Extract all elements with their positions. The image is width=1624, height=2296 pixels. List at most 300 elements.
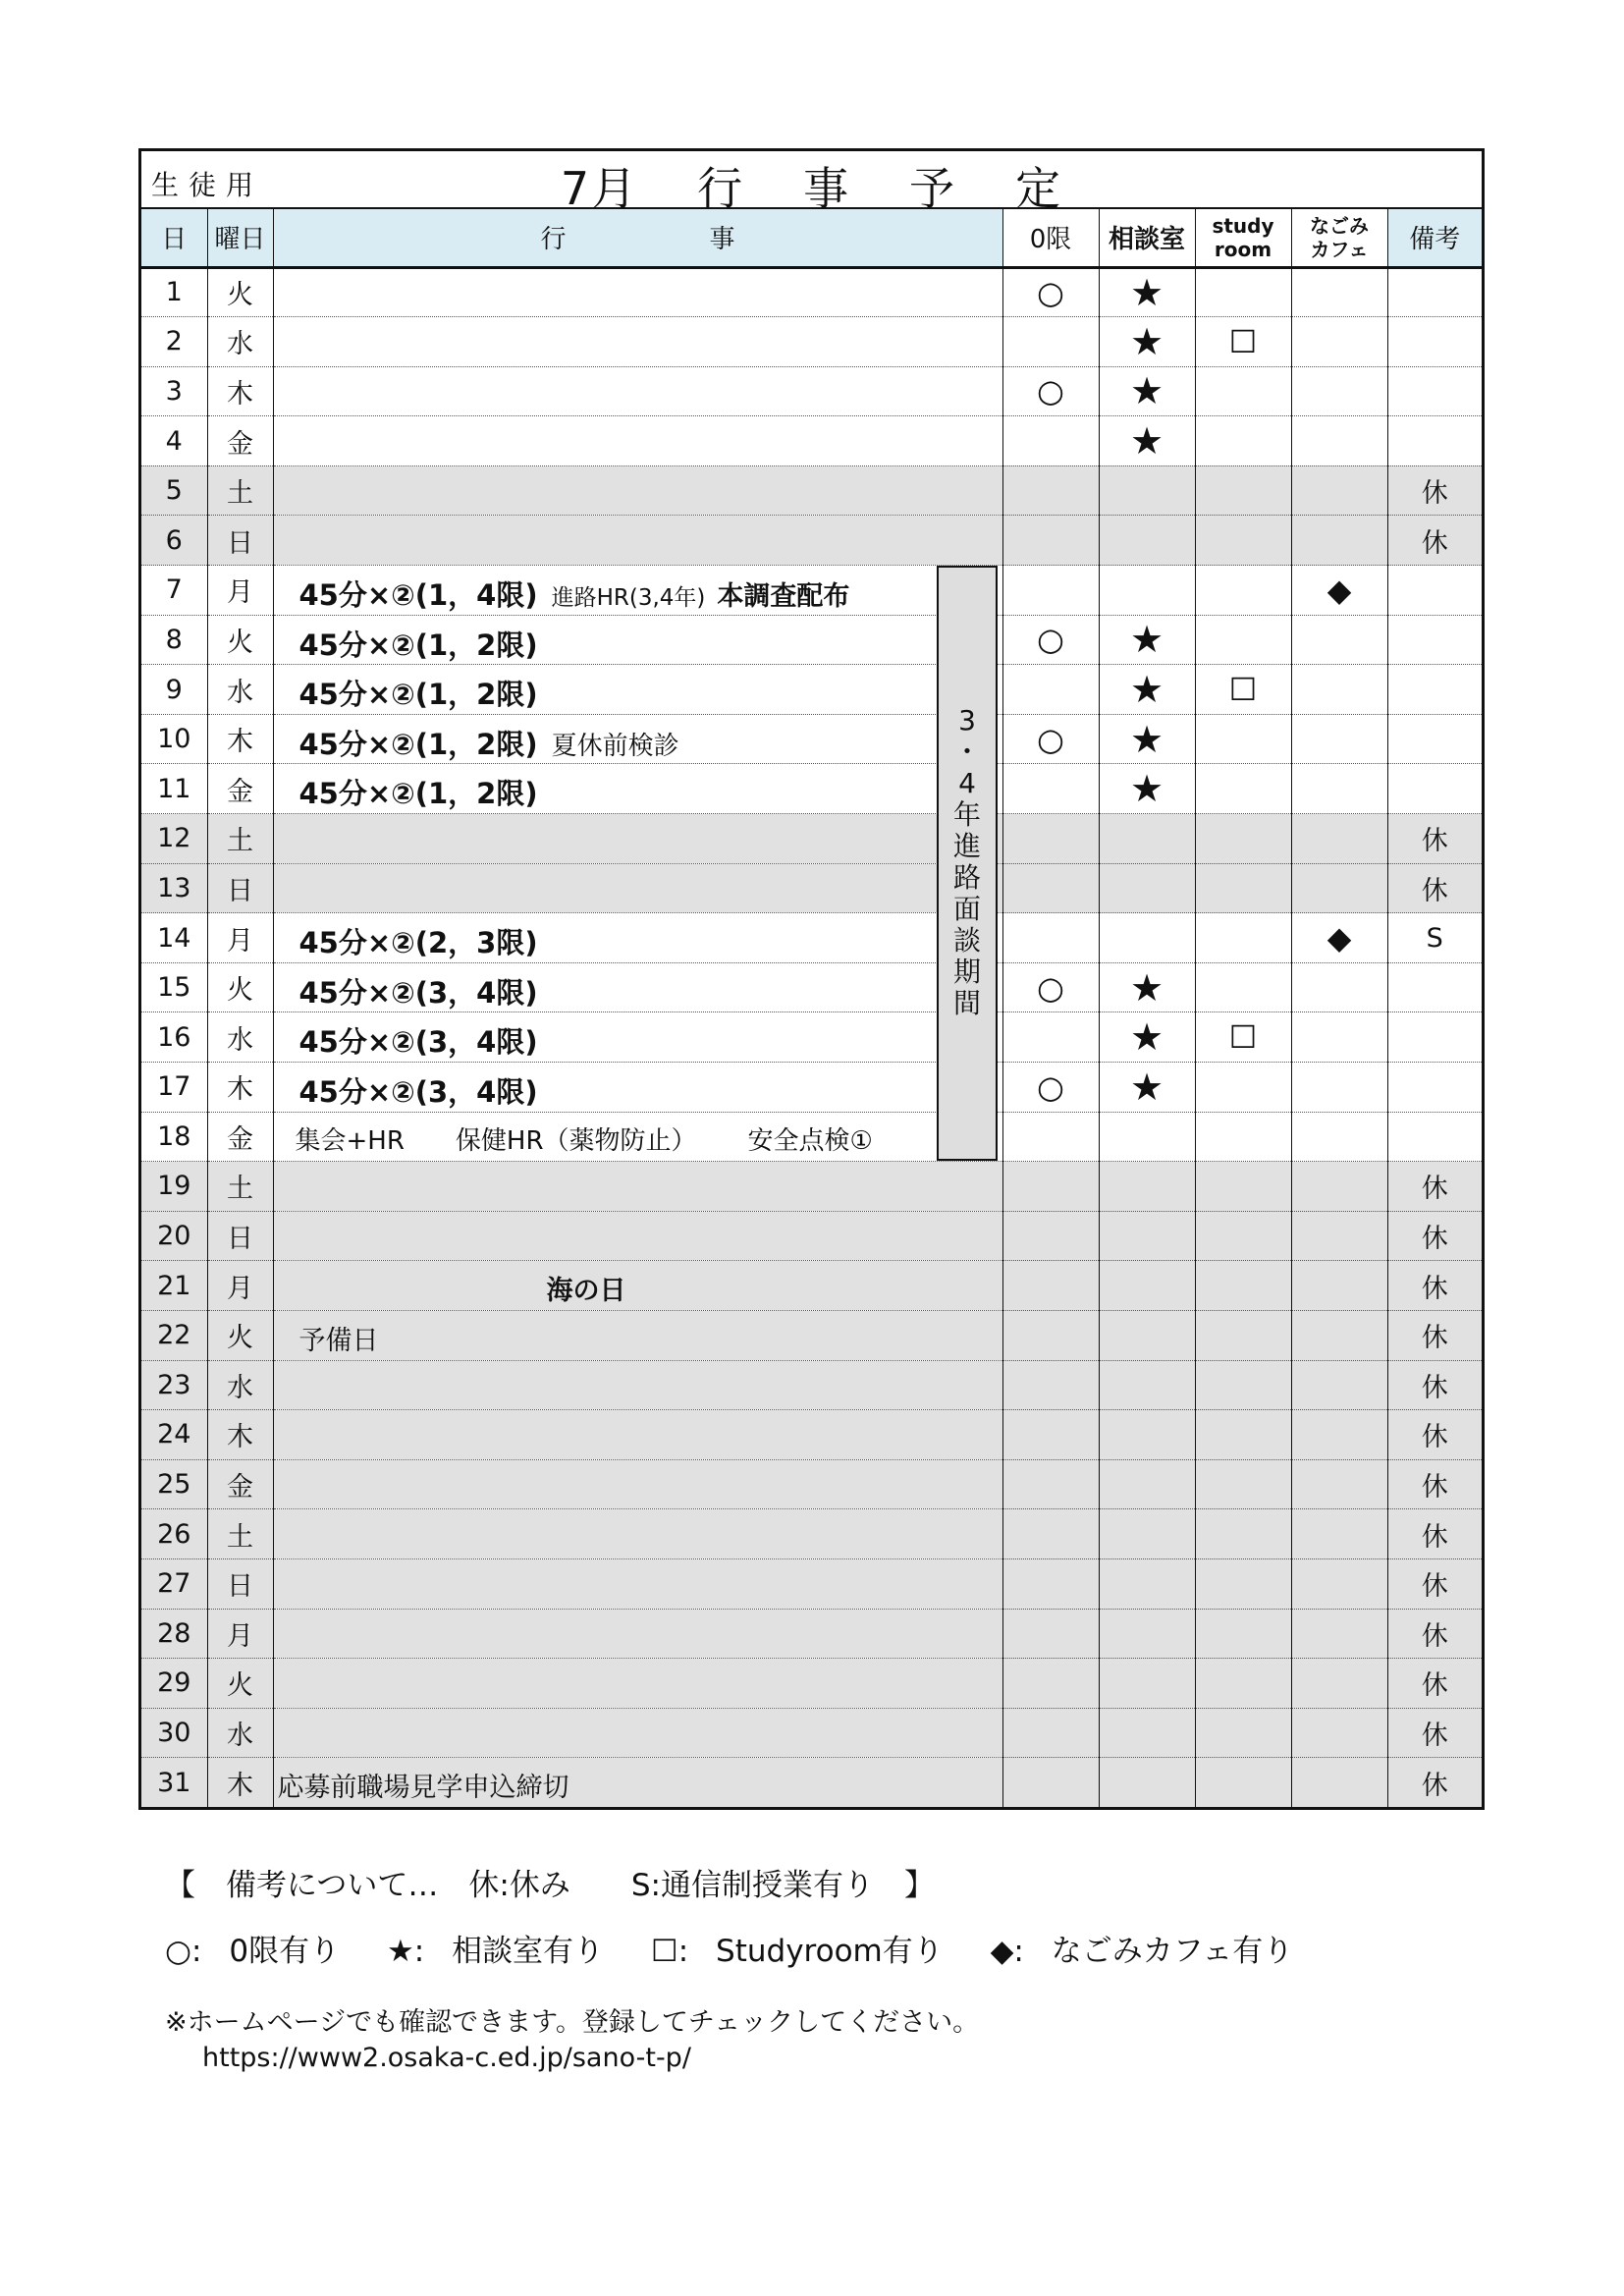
remarks-cell [1387, 317, 1482, 367]
remarks-cell [1387, 267, 1482, 317]
zero-period-cell [1002, 1558, 1099, 1609]
events-cell [273, 1459, 1002, 1509]
events-content [278, 1766, 569, 1804]
events-content [299, 723, 679, 763]
events-cell [273, 1112, 1002, 1162]
events-cell [273, 267, 1002, 317]
counseling-cell [1099, 1659, 1195, 1709]
table-row [141, 1211, 1482, 1261]
counseling-mark: ★ [1129, 1065, 1164, 1109]
events-cell [273, 465, 1002, 516]
events-cell [273, 1063, 1002, 1113]
counseling-mark: ★ [1129, 270, 1164, 314]
events-cell [273, 1410, 1002, 1460]
day-cell: 6 [141, 516, 207, 566]
zero-period-cell [1002, 1509, 1099, 1559]
period-box-char: 談 [952, 924, 981, 957]
zero-period-cell [1002, 1012, 1099, 1063]
col-events-left: 行 [540, 225, 567, 255]
counseling-cell [1099, 1558, 1195, 1609]
table-row [141, 1360, 1482, 1410]
table-row [141, 1558, 1482, 1609]
events-cell [273, 366, 1002, 416]
table-row [141, 962, 1482, 1012]
events-content [299, 673, 538, 713]
events-cell [273, 1509, 1002, 1559]
counseling-cell [1099, 665, 1195, 715]
zero-period-mark: ○ [1037, 273, 1064, 311]
event-holiday: 海の日 [546, 1276, 626, 1307]
remarks-cell [1387, 615, 1482, 665]
remarks-cell [1387, 714, 1482, 764]
col-counseling: 相談室 [1099, 208, 1195, 267]
zero-period-cell [1002, 1261, 1099, 1311]
zero-period-cell [1002, 1758, 1099, 1808]
event-item: 応募前職場見学申込締切 [277, 1773, 569, 1804]
counseling-mark: ★ [1129, 767, 1164, 811]
study-room-cell [1195, 1112, 1291, 1162]
counseling-cell [1099, 764, 1195, 814]
col-remarks: 備考 [1387, 208, 1482, 267]
col-nagomi-line2: カフェ [1310, 237, 1369, 261]
zero-period-cell [1002, 665, 1099, 715]
weekday-cell: 月 [207, 566, 273, 616]
day-cell: 9 [141, 665, 207, 715]
weekday-cell: 木 [207, 366, 273, 416]
nagomi-cell [1291, 366, 1387, 416]
counseling-cell [1099, 1459, 1195, 1509]
remarks-cell [1387, 665, 1482, 715]
events-content [296, 1121, 873, 1157]
zero-period-cell [1002, 814, 1099, 864]
nagomi-mark: ◆ [1326, 571, 1352, 609]
day-cell: 23 [141, 1360, 207, 1410]
day-cell: 30 [141, 1708, 207, 1758]
study-room-cell [1195, 1509, 1291, 1559]
weekday-cell: 月 [207, 1261, 273, 1311]
audience-label: 生徒用 [151, 169, 264, 201]
nagomi-cell [1291, 317, 1387, 367]
event-main: 45分×②(3，4限) [298, 975, 538, 1010]
day-cell: 18 [141, 1112, 207, 1162]
period-box-char: 面 [952, 893, 981, 925]
nagomi-cell [1291, 1112, 1387, 1162]
study-room-cell [1195, 962, 1291, 1012]
zero-period-mark: ○ [1037, 720, 1064, 758]
legend-study-label: Studyroom有り [716, 1934, 944, 1969]
zero-period-cell [1002, 465, 1099, 516]
nagomi-cell [1291, 1459, 1387, 1509]
counseling-cell [1099, 465, 1195, 516]
nagomi-cell [1291, 1012, 1387, 1063]
table-row [141, 1609, 1482, 1659]
period-box [937, 566, 998, 1161]
weekday-cell: 火 [207, 615, 273, 665]
col-nagomi-line1: なごみ [1310, 213, 1369, 238]
nagomi-cell [1291, 863, 1387, 913]
nagomi-mark: ◆ [1326, 919, 1352, 957]
study-room-cell [1195, 1360, 1291, 1410]
zero-period-cell [1002, 1112, 1099, 1162]
remarks-cell: 休 [1387, 516, 1482, 566]
counseling-mark: ★ [1129, 965, 1164, 1010]
table-row [141, 1012, 1482, 1063]
counseling-cell [1099, 814, 1195, 864]
study-room-cell [1195, 416, 1291, 466]
legend-nagomi-symbol: ◆: [990, 1934, 1024, 1969]
legend-symbols-line [165, 1926, 1293, 1970]
events-cell [273, 863, 1002, 913]
weekday-cell: 木 [207, 1758, 273, 1808]
weekday-cell: 水 [207, 1360, 273, 1410]
remarks-cell: 休 [1387, 1758, 1482, 1808]
table-row [141, 913, 1482, 963]
events-content [299, 772, 538, 812]
remarks-cell [1387, 366, 1482, 416]
day-cell: 22 [141, 1310, 207, 1360]
counseling-cell [1099, 1211, 1195, 1261]
col-weekday: 曜日 [207, 208, 273, 267]
period-box-char: 間 [952, 987, 981, 1019]
day-cell: 17 [141, 1063, 207, 1113]
counseling-mark: ★ [1129, 369, 1164, 413]
col-day: 日 [141, 208, 207, 267]
counseling-cell [1099, 416, 1195, 466]
table-row [141, 1410, 1482, 1460]
event-main: 45分×②(3，4限) [298, 1025, 538, 1060]
nagomi-cell [1291, 465, 1387, 516]
schedule-sheet [138, 148, 1485, 1810]
table-row [141, 1659, 1482, 1709]
weekday-cell: 火 [207, 1310, 273, 1360]
zero-period-mark: ○ [1037, 621, 1064, 659]
zero-period-cell [1002, 1459, 1099, 1509]
day-cell: 4 [141, 416, 207, 466]
counseling-cell [1099, 1708, 1195, 1758]
day-cell: 14 [141, 913, 207, 963]
table-row [141, 665, 1482, 715]
legend-study-symbol: ☐: [650, 1934, 689, 1969]
table-row [141, 416, 1482, 466]
day-cell: 27 [141, 1558, 207, 1609]
nagomi-cell [1291, 1758, 1387, 1808]
day-cell: 12 [141, 814, 207, 864]
period-box-char: 4 [958, 767, 976, 799]
weekday-cell: 金 [207, 416, 273, 466]
page-title [141, 153, 1482, 218]
nagomi-cell [1291, 615, 1387, 665]
zero-period-cell [1002, 913, 1099, 963]
zero-period-mark: ○ [1037, 1067, 1064, 1106]
event-item: 予備日 [298, 1325, 379, 1356]
events-cell [273, 1659, 1002, 1709]
weekday-cell: 水 [207, 665, 273, 715]
events-cell [273, 1162, 1002, 1212]
counseling-cell [1099, 615, 1195, 665]
study-room-cell [1195, 1261, 1291, 1311]
study-room-cell [1195, 665, 1291, 715]
events-cell [273, 1012, 1002, 1063]
remarks-cell: 休 [1387, 863, 1482, 913]
day-cell: 25 [141, 1459, 207, 1509]
study-room-cell [1195, 1063, 1291, 1113]
events-content [299, 1319, 379, 1357]
remarks-cell: 休 [1387, 1708, 1482, 1758]
table-row [141, 814, 1482, 864]
weekday-cell: 木 [207, 1410, 273, 1460]
events-content [299, 971, 538, 1011]
study-room-cell [1195, 1459, 1291, 1509]
counseling-cell [1099, 1509, 1195, 1559]
weekday-cell: 土 [207, 1162, 273, 1212]
study-room-cell [1195, 465, 1291, 516]
zero-period-cell [1002, 1708, 1099, 1758]
remarks-cell [1387, 1112, 1482, 1162]
footer-note-text: ※ホームページでも確認できます。登録してチェックしてください。 [165, 2007, 980, 2038]
counseling-cell [1099, 1261, 1195, 1311]
event-main: 45分×②(2，3限) [298, 926, 538, 960]
weekday-cell: 土 [207, 465, 273, 516]
col-events-right: 事 [709, 225, 735, 255]
events-cell [273, 1609, 1002, 1659]
nagomi-cell [1291, 1659, 1387, 1709]
day-cell: 5 [141, 465, 207, 516]
legend-remarks-line: 【 備考について… 休:休み S:通信制授業有り 】 [165, 1868, 935, 1903]
counseling-mark: ★ [1129, 319, 1164, 363]
day-cell: 26 [141, 1509, 207, 1559]
weekday-cell: 月 [207, 913, 273, 963]
zero-period-mark: ○ [1037, 372, 1064, 410]
counseling-cell [1099, 1609, 1195, 1659]
study-room-cell [1195, 516, 1291, 566]
weekday-cell: 水 [207, 1012, 273, 1063]
weekday-cell: 火 [207, 267, 273, 317]
table-row [141, 714, 1482, 764]
event-item: 保健HR（薬物防止） [455, 1125, 697, 1156]
nagomi-cell [1291, 1609, 1387, 1659]
events-cell [273, 1758, 1002, 1808]
weekday-cell: 日 [207, 863, 273, 913]
day-cell: 24 [141, 1410, 207, 1460]
weekday-cell: 水 [207, 317, 273, 367]
event-main: 45分×②(1，2限) [298, 777, 538, 811]
events-cell [273, 416, 1002, 466]
table-row [141, 1310, 1482, 1360]
remarks-cell: 休 [1387, 465, 1482, 516]
weekday-cell: 火 [207, 962, 273, 1012]
event-strong: 本調査配布 [717, 581, 850, 613]
events-cell [273, 764, 1002, 814]
study-room-mark: ☐ [1228, 322, 1258, 360]
events-content [299, 921, 538, 961]
events-cell [273, 317, 1002, 367]
zero-period-cell [1002, 1162, 1099, 1212]
study-room-cell [1195, 1558, 1291, 1609]
day-cell: 1 [141, 267, 207, 317]
counseling-cell [1099, 913, 1195, 963]
study-room-cell [1195, 1012, 1291, 1063]
events-cell [273, 1708, 1002, 1758]
zero-period-cell [1002, 764, 1099, 814]
study-room-cell [1195, 1162, 1291, 1212]
counseling-mark: ★ [1129, 717, 1164, 761]
nagomi-cell [1291, 814, 1387, 864]
day-cell: 11 [141, 764, 207, 814]
day-cell: 31 [141, 1758, 207, 1808]
counseling-mark: ★ [1129, 618, 1164, 662]
table-row [141, 1509, 1482, 1559]
counseling-cell [1099, 1758, 1195, 1808]
weekday-cell: 日 [207, 1558, 273, 1609]
study-room-cell [1195, 1758, 1291, 1808]
nagomi-cell [1291, 1261, 1387, 1311]
study-room-cell [1195, 317, 1291, 367]
nagomi-cell [1291, 1162, 1387, 1212]
zero-period-cell [1002, 1211, 1099, 1261]
counseling-mark: ★ [1129, 419, 1164, 464]
table-row [141, 863, 1482, 913]
counseling-cell [1099, 566, 1195, 616]
event-sub: 夏休前検診 [551, 731, 679, 761]
nagomi-cell [1291, 1360, 1387, 1410]
weekday-cell: 木 [207, 714, 273, 764]
title-char: 予 [909, 162, 957, 215]
legend-counsel-symbol: ★: [386, 1934, 425, 1969]
col-study-room-line2: room [1214, 237, 1272, 261]
table-row [141, 1459, 1482, 1509]
table-row [141, 267, 1482, 317]
day-cell: 7 [141, 566, 207, 616]
study-room-cell [1195, 1609, 1291, 1659]
counseling-cell [1099, 1112, 1195, 1162]
day-cell: 28 [141, 1609, 207, 1659]
event-main: 45分×②(1，2限) [298, 628, 538, 662]
day-cell: 29 [141, 1659, 207, 1709]
remarks-cell: 休 [1387, 1659, 1482, 1709]
weekday-cell: 金 [207, 1459, 273, 1509]
weekday-cell: 金 [207, 1112, 273, 1162]
zero-period-cell [1002, 366, 1099, 416]
study-room-mark: ☐ [1228, 671, 1258, 709]
table-row [141, 615, 1482, 665]
table-row [141, 465, 1482, 516]
remarks-cell [1387, 764, 1482, 814]
weekday-cell: 木 [207, 1063, 273, 1113]
weekday-cell: 月 [207, 1609, 273, 1659]
nagomi-cell [1291, 962, 1387, 1012]
remarks-cell: 休 [1387, 1310, 1482, 1360]
nagomi-cell [1291, 1063, 1387, 1113]
study-room-cell [1195, 1410, 1291, 1460]
period-box-char: 期 [952, 956, 981, 988]
title-char: 行 [697, 162, 745, 215]
counseling-cell [1099, 516, 1195, 566]
period-box-char: 3 [958, 704, 976, 737]
events-cell [273, 1558, 1002, 1609]
study-room-cell [1195, 267, 1291, 317]
table-row [141, 317, 1482, 367]
event-item: 集会+HR [295, 1125, 405, 1156]
table-row [141, 764, 1482, 814]
table-row [141, 1708, 1482, 1758]
period-box-char: 進 [952, 830, 981, 862]
period-box-char: ・ [952, 736, 981, 768]
table-row [141, 566, 1482, 616]
remarks-cell: 休 [1387, 1360, 1482, 1410]
weekday-cell: 日 [207, 516, 273, 566]
title-month: 7月 [560, 162, 639, 215]
events-cell [273, 1310, 1002, 1360]
day-cell: 13 [141, 863, 207, 913]
weekday-cell: 金 [207, 764, 273, 814]
zero-period-cell [1002, 863, 1099, 913]
nagomi-cell [1291, 1310, 1387, 1360]
table-row [141, 1063, 1482, 1113]
counseling-mark: ★ [1129, 668, 1164, 712]
period-box-char: 路 [952, 861, 981, 894]
day-cell: 8 [141, 615, 207, 665]
weekday-cell: 日 [207, 1211, 273, 1261]
day-cell: 2 [141, 317, 207, 367]
zero-period-cell [1002, 267, 1099, 317]
table-row [141, 1758, 1482, 1808]
nagomi-cell [1291, 714, 1387, 764]
study-room-cell [1195, 366, 1291, 416]
day-cell: 16 [141, 1012, 207, 1063]
counseling-cell [1099, 317, 1195, 367]
events-content [299, 1070, 538, 1111]
remarks-cell: 休 [1387, 1558, 1482, 1609]
remarks-cell [1387, 566, 1482, 616]
remarks-cell: 休 [1387, 1162, 1482, 1212]
counseling-cell [1099, 366, 1195, 416]
day-cell: 3 [141, 366, 207, 416]
counseling-cell [1099, 1410, 1195, 1460]
study-room-cell [1195, 1310, 1291, 1360]
table-row [141, 516, 1482, 566]
zero-period-cell [1002, 1360, 1099, 1410]
nagomi-cell [1291, 1708, 1387, 1758]
title-char: 定 [1015, 162, 1063, 215]
zero-period-mark: ○ [1037, 968, 1064, 1007]
day-cell: 21 [141, 1261, 207, 1311]
study-room-cell [1195, 615, 1291, 665]
remarks-cell [1387, 962, 1482, 1012]
remarks-cell: S [1387, 913, 1482, 963]
footer-url[interactable]: https://www2.osaka-c.ed.jp/sano-t-p/ [202, 2043, 691, 2073]
zero-period-cell [1002, 566, 1099, 616]
weekday-cell: 土 [207, 1509, 273, 1559]
nagomi-cell [1291, 416, 1387, 466]
period-box-char: 年 [952, 798, 981, 831]
day-cell: 20 [141, 1211, 207, 1261]
event-item: 安全点検① [747, 1125, 873, 1156]
title-cell [141, 151, 1482, 215]
study-room-cell [1195, 814, 1291, 864]
study-room-cell [1195, 913, 1291, 963]
nagomi-cell [1291, 516, 1387, 566]
nagomi-cell [1291, 764, 1387, 814]
table-row [141, 1162, 1482, 1212]
study-room-cell [1195, 1659, 1291, 1709]
day-cell: 19 [141, 1162, 207, 1212]
legend-zero-symbol: ○: [165, 1934, 202, 1969]
zero-period-cell [1002, 962, 1099, 1012]
table-row [141, 1261, 1482, 1311]
counseling-cell [1099, 714, 1195, 764]
events-cell [273, 714, 1002, 764]
counseling-mark: ★ [1129, 1015, 1164, 1060]
